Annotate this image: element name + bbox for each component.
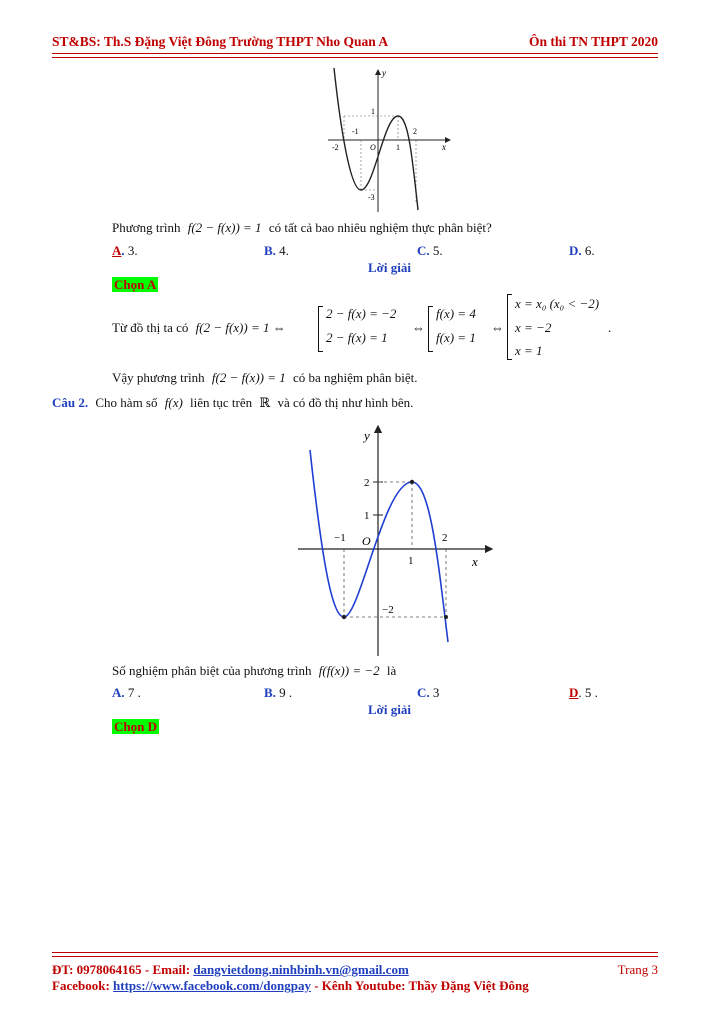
footer-contact — [52, 962, 409, 978]
q1-ytick-1: -3 — [368, 193, 375, 202]
q1-sys3-line2: x = −2 — [515, 320, 552, 335]
q1-arrow-2: ⇔ — [491, 320, 504, 335]
q2-intro-a: Cho hàm số — [95, 395, 158, 410]
q1-option-d — [569, 243, 595, 259]
q2-prompt — [112, 663, 396, 679]
q2-prompt-b: là — [386, 663, 397, 678]
q1-derivation-eq: f(2 − f(x)) = 1 ⇔ — [195, 320, 286, 335]
q1-bracket-2 — [428, 306, 433, 352]
q1-solution-title: Lời giải — [368, 260, 411, 275]
q1-derivation-text: Từ đồ thị ta có — [112, 320, 189, 335]
q2-y-label: y — [364, 428, 370, 443]
q1-prompt-b: có tất cả bao nhiêu nghiệm thực phân biệt? — [268, 220, 492, 235]
q2-prompt-a: Số nghiệm phân biệt của phương trình — [112, 663, 312, 678]
q2-option-a-value: 7 . — [127, 685, 141, 700]
q1-prompt-eq: f(2 − f(x)) = 1 — [187, 220, 262, 235]
q1-prompt-a: Phương trình — [112, 220, 181, 235]
q1-derivation-lead — [112, 320, 286, 336]
q1-xtick-0: -2 — [332, 143, 339, 152]
q2-intro-c: và có đồ thị như hình bên. — [277, 395, 414, 410]
q1-sys1-line2: 2 − f(x) = 1 — [326, 330, 388, 345]
q2-intro-R: ℝ — [259, 395, 271, 410]
q2-option-c — [417, 685, 439, 701]
q1-sys1-line1: 2 − f(x) = −2 — [326, 306, 397, 321]
q2-option-c-key: C. — [417, 685, 430, 700]
q1-conclusion — [112, 370, 418, 386]
q1-bracket-3 — [507, 294, 512, 360]
q1-xtick-1: -1 — [352, 127, 359, 136]
q1-conclusion-a: Vậy phương trình — [112, 370, 205, 385]
q1-arrow-1: ⇔ — [412, 320, 425, 335]
q2-graph — [298, 420, 498, 660]
q2-ytick-2: −2 — [382, 604, 394, 616]
q1-conclusion-b: có ba nghiệm phân biệt. — [293, 370, 418, 385]
q1-sys2-line1: f(x) = 4 — [436, 306, 476, 321]
q1-option-d-value: 6. — [584, 243, 595, 258]
q1-sys2-line2: f(x) = 1 — [436, 330, 476, 345]
q1-option-c-key: C. — [417, 243, 430, 258]
q2-option-a-key: A. — [112, 685, 125, 700]
q2-xtick-0: −1 — [334, 532, 346, 544]
q2-intro-b: liên tục trên — [190, 395, 253, 410]
footer-rule — [52, 952, 658, 957]
q2-ytick-0: 2 — [364, 477, 370, 489]
q1-sys3-line3: x = 1 — [515, 343, 543, 358]
q1-option-d-key: D. — [569, 243, 582, 258]
q2-option-c-value: 3 — [432, 685, 440, 700]
q2-chosen-label: Chọn D — [114, 719, 157, 734]
page-header — [52, 34, 658, 54]
header-right: Ôn thi TN THPT 2020 — [528, 34, 658, 49]
q1-xtick-4: 2 — [413, 127, 417, 136]
footer-facebook-label: Facebook: — [52, 978, 114, 993]
page-number: Trang 3 — [617, 962, 658, 977]
q1-chosen — [112, 277, 158, 293]
q2-option-a — [112, 685, 141, 701]
q1-option-b-key: B. — [264, 243, 276, 258]
q1-option-c — [417, 243, 443, 259]
q1-option-c-value: 5. — [432, 243, 443, 258]
q2-chosen — [112, 719, 159, 735]
q1-xtick-2: O — [370, 143, 376, 152]
q1-ytick-0: 1 — [371, 107, 375, 116]
header-rule — [52, 53, 658, 58]
q2-option-d-value: . 5 . — [578, 685, 598, 700]
q2-option-d-key: D — [569, 685, 579, 700]
footer-facebook-link[interactable]: https://www.facebook.com/dongpay — [113, 978, 311, 993]
q1-x-label: x — [442, 142, 446, 152]
q2-x-label: x — [472, 554, 478, 569]
q1-xtick-3: 1 — [396, 143, 400, 152]
footer-phone: ĐT: 0978064165 - Email: — [52, 962, 194, 977]
q2-solution-title: Lời giải — [368, 702, 411, 717]
q2-option-b — [264, 685, 292, 701]
q1-option-a: A. 3. — [112, 243, 138, 258]
q2-xtick-2: 1 — [408, 555, 414, 567]
footer-social — [52, 978, 529, 994]
q1-graph — [326, 64, 454, 214]
q2-option-b-value: 9 . — [279, 685, 293, 700]
q1-prompt — [112, 220, 492, 236]
q2-intro — [52, 395, 413, 411]
q1-chosen-label: Chọn A — [114, 277, 157, 292]
q2-xtick-3: 2 — [442, 532, 448, 544]
q2-xtick-1: O — [362, 534, 371, 548]
q1-option-b-value: 4. — [279, 243, 289, 258]
q2-label: Câu 2. — [52, 395, 89, 410]
q2-ytick-1: 1 — [364, 510, 370, 522]
q1-option-a-value: 3. — [127, 243, 138, 258]
q1-y-label: y — [382, 68, 386, 78]
q1-option-b — [264, 243, 289, 259]
q2-intro-fx: f(x) — [164, 395, 183, 410]
q1-bracket-1 — [318, 306, 323, 352]
q1-option-a-key: A — [112, 243, 122, 258]
q1-period: . — [608, 320, 612, 335]
q2-prompt-eq: f(f(x)) = −2 — [318, 663, 380, 678]
footer-youtube: - Kênh Youtube: Thầy Đặng Việt Đông — [310, 978, 529, 993]
q1-sys3-line1: x = x₀ (x₀ < −2) — [515, 296, 600, 311]
q2-option-d — [569, 685, 598, 701]
footer-email-link[interactable]: dangvietdong.ninhbinh.vn@gmail.com — [193, 962, 409, 977]
q1-conclusion-eq: f(2 − f(x)) = 1 — [211, 370, 286, 385]
header-left: ST&BS: Th.S Đặng Việt Đông Trường THPT Nho Quan A — [52, 34, 389, 49]
q2-option-b-key: B. — [264, 685, 276, 700]
